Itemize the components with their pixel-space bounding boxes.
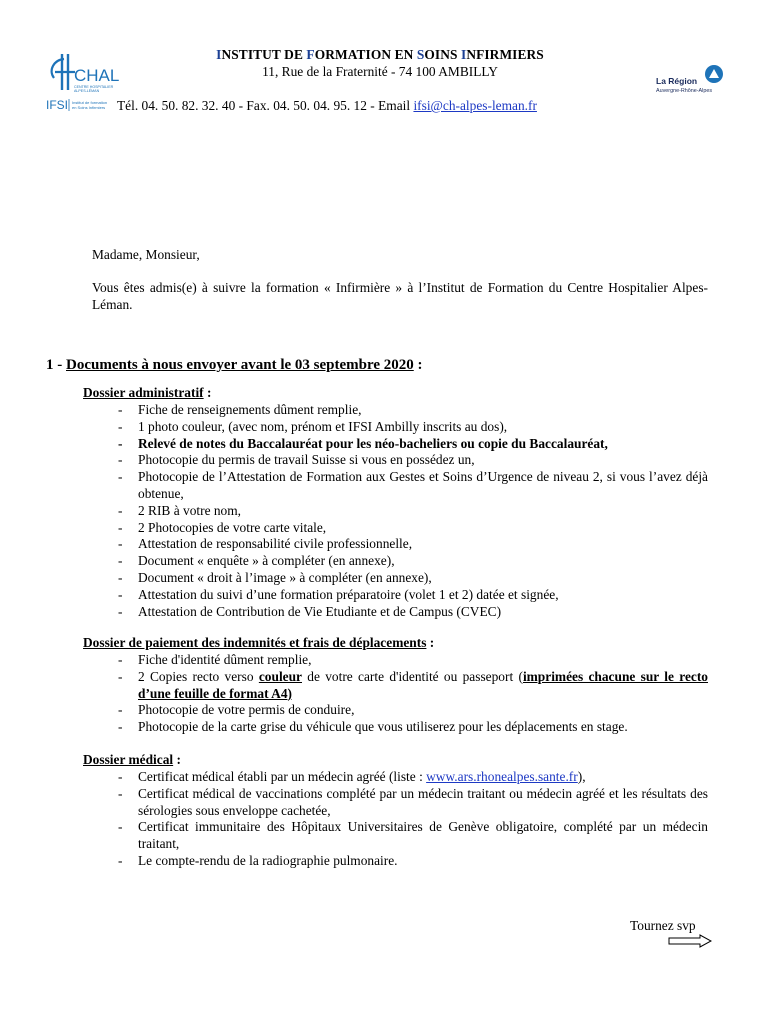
dossier-paiement-list	[92, 652, 708, 736]
list-item: - 2 Copies recto verso couleur de votre carte d'identité ou passeport (imprimées chacune sur le recto d’une feuille de format A4)	[92, 669, 708, 703]
list-item: - Photocopie du permis de travail Suisse si vous en possédez un,	[92, 452, 708, 469]
list-item: - 2 Photocopies de votre carte vitale,	[92, 520, 708, 537]
list-item: - Attestation de responsabilité civile professionnelle,	[92, 536, 708, 553]
dossier-administratif-list	[92, 402, 708, 620]
list-item: - Certificat immunitaire des Hôpitaux Universitaires de Genève obligatoire, complété par un médecin traitant,	[92, 819, 708, 853]
turn-page-text: Tournez svp	[630, 918, 696, 933]
list-item: - Attestation de Contribution de Vie Etudiante et de Campus (CVEC)	[92, 604, 708, 621]
list-item: - Relevé de notes du Baccalauréat pour les néo-bacheliers ou copie du Baccalauréat,	[92, 436, 708, 453]
list-item: - 1 photo couleur, (avec nom, prénom et IFSI Ambilly inscrits au dos),	[92, 419, 708, 436]
list-item: - Attestation du suivi d’une formation préparatoire (volet 1 et 2) datée et signée,	[92, 587, 708, 604]
list-item: - Photocopie de votre permis de conduire,	[92, 702, 708, 719]
dossier-medical-list	[92, 769, 708, 870]
svg-text:en Soins Infirmiers: en Soins Infirmiers	[72, 105, 106, 110]
institute-address: 11, Rue de la Fraternité - 74 100 AMBILLY	[262, 64, 498, 79]
list-item: - Photocopie de l’Attestation de Formation aux Gestes et Soins d’Urgence de niveau 2, si vous l’avez déjà obtenue,	[92, 469, 708, 503]
list-item: - Certificat médical de vaccinations complété par un médecin traitant ou médecin agréé et les résultats des sérologies sous enveloppe cachetée,	[92, 786, 708, 820]
intro-paragraph: Vous êtes admis(e) à suivre la formation « Infirmière » à l’Institut de Formation du Centre Hospitalier Alpes-Léman.	[92, 280, 708, 312]
svg-text:Institut de formation: Institut de formation	[72, 100, 108, 105]
list-item: - Document « droit à l’image » à compléter (en annexe),	[92, 570, 708, 587]
ars-link[interactable]: www.ars.rhonealpes.sante.fr	[426, 769, 578, 784]
dossier-paiement-title: Dossier de paiement des indemnités et frais de déplacements :	[83, 635, 435, 650]
svg-text:CENTRE HOSPITALIER: CENTRE HOSPITALIER	[74, 85, 114, 89]
svg-text:La Région: La Région	[656, 76, 698, 86]
section-title: 1 - Documents à nous envoyer avant le 03 septembre 2020 :	[46, 357, 423, 373]
svg-text:Auvergne-Rhône-Alpes: Auvergne-Rhône-Alpes	[656, 88, 713, 94]
svg-text:IFSI: IFSI	[46, 98, 69, 112]
dossier-administratif-title: Dossier administratif :	[83, 385, 212, 400]
list-item: - Document « enquête » à compléter (en annexe),	[92, 553, 708, 570]
list-item: - 2 RIB à votre nom,	[92, 503, 708, 520]
region-logo	[654, 64, 732, 94]
chal-logo-text: CHAL	[74, 66, 120, 85]
list-item: - Le compte-rendu de la radiographie pulmonaire.	[92, 853, 708, 870]
list-item: - Certificat médical établi par un médecin agréé (liste : www.ars.rhonealpes.sante.fr),	[92, 769, 708, 786]
svg-text:ALPES-LÉMAN: ALPES-LÉMAN	[74, 89, 100, 93]
institute-title: INSTITUT DE FORMATION EN SOINS INFIRMIERS	[216, 47, 544, 62]
list-item: - Fiche de renseignements dûment remplie,	[92, 402, 708, 419]
dossier-medical-title: Dossier médical :	[83, 752, 181, 767]
arrow-right-icon	[668, 934, 712, 948]
contact-line: Tél. 04. 50. 82. 32. 40 - Fax. 04. 50. 04. 95. 12 - Email ifsi@ch-alpes-leman.fr	[117, 98, 537, 113]
list-item: - Fiche d'identité dûment remplie,	[92, 652, 708, 669]
list-item: - Photocopie de la carte grise du véhicule que vous utiliserez pour les déplacements en stage.	[92, 719, 708, 736]
greeting: Madame, Monsieur,	[92, 247, 200, 262]
email-link[interactable]: ifsi@ch-alpes-leman.fr	[413, 98, 537, 113]
